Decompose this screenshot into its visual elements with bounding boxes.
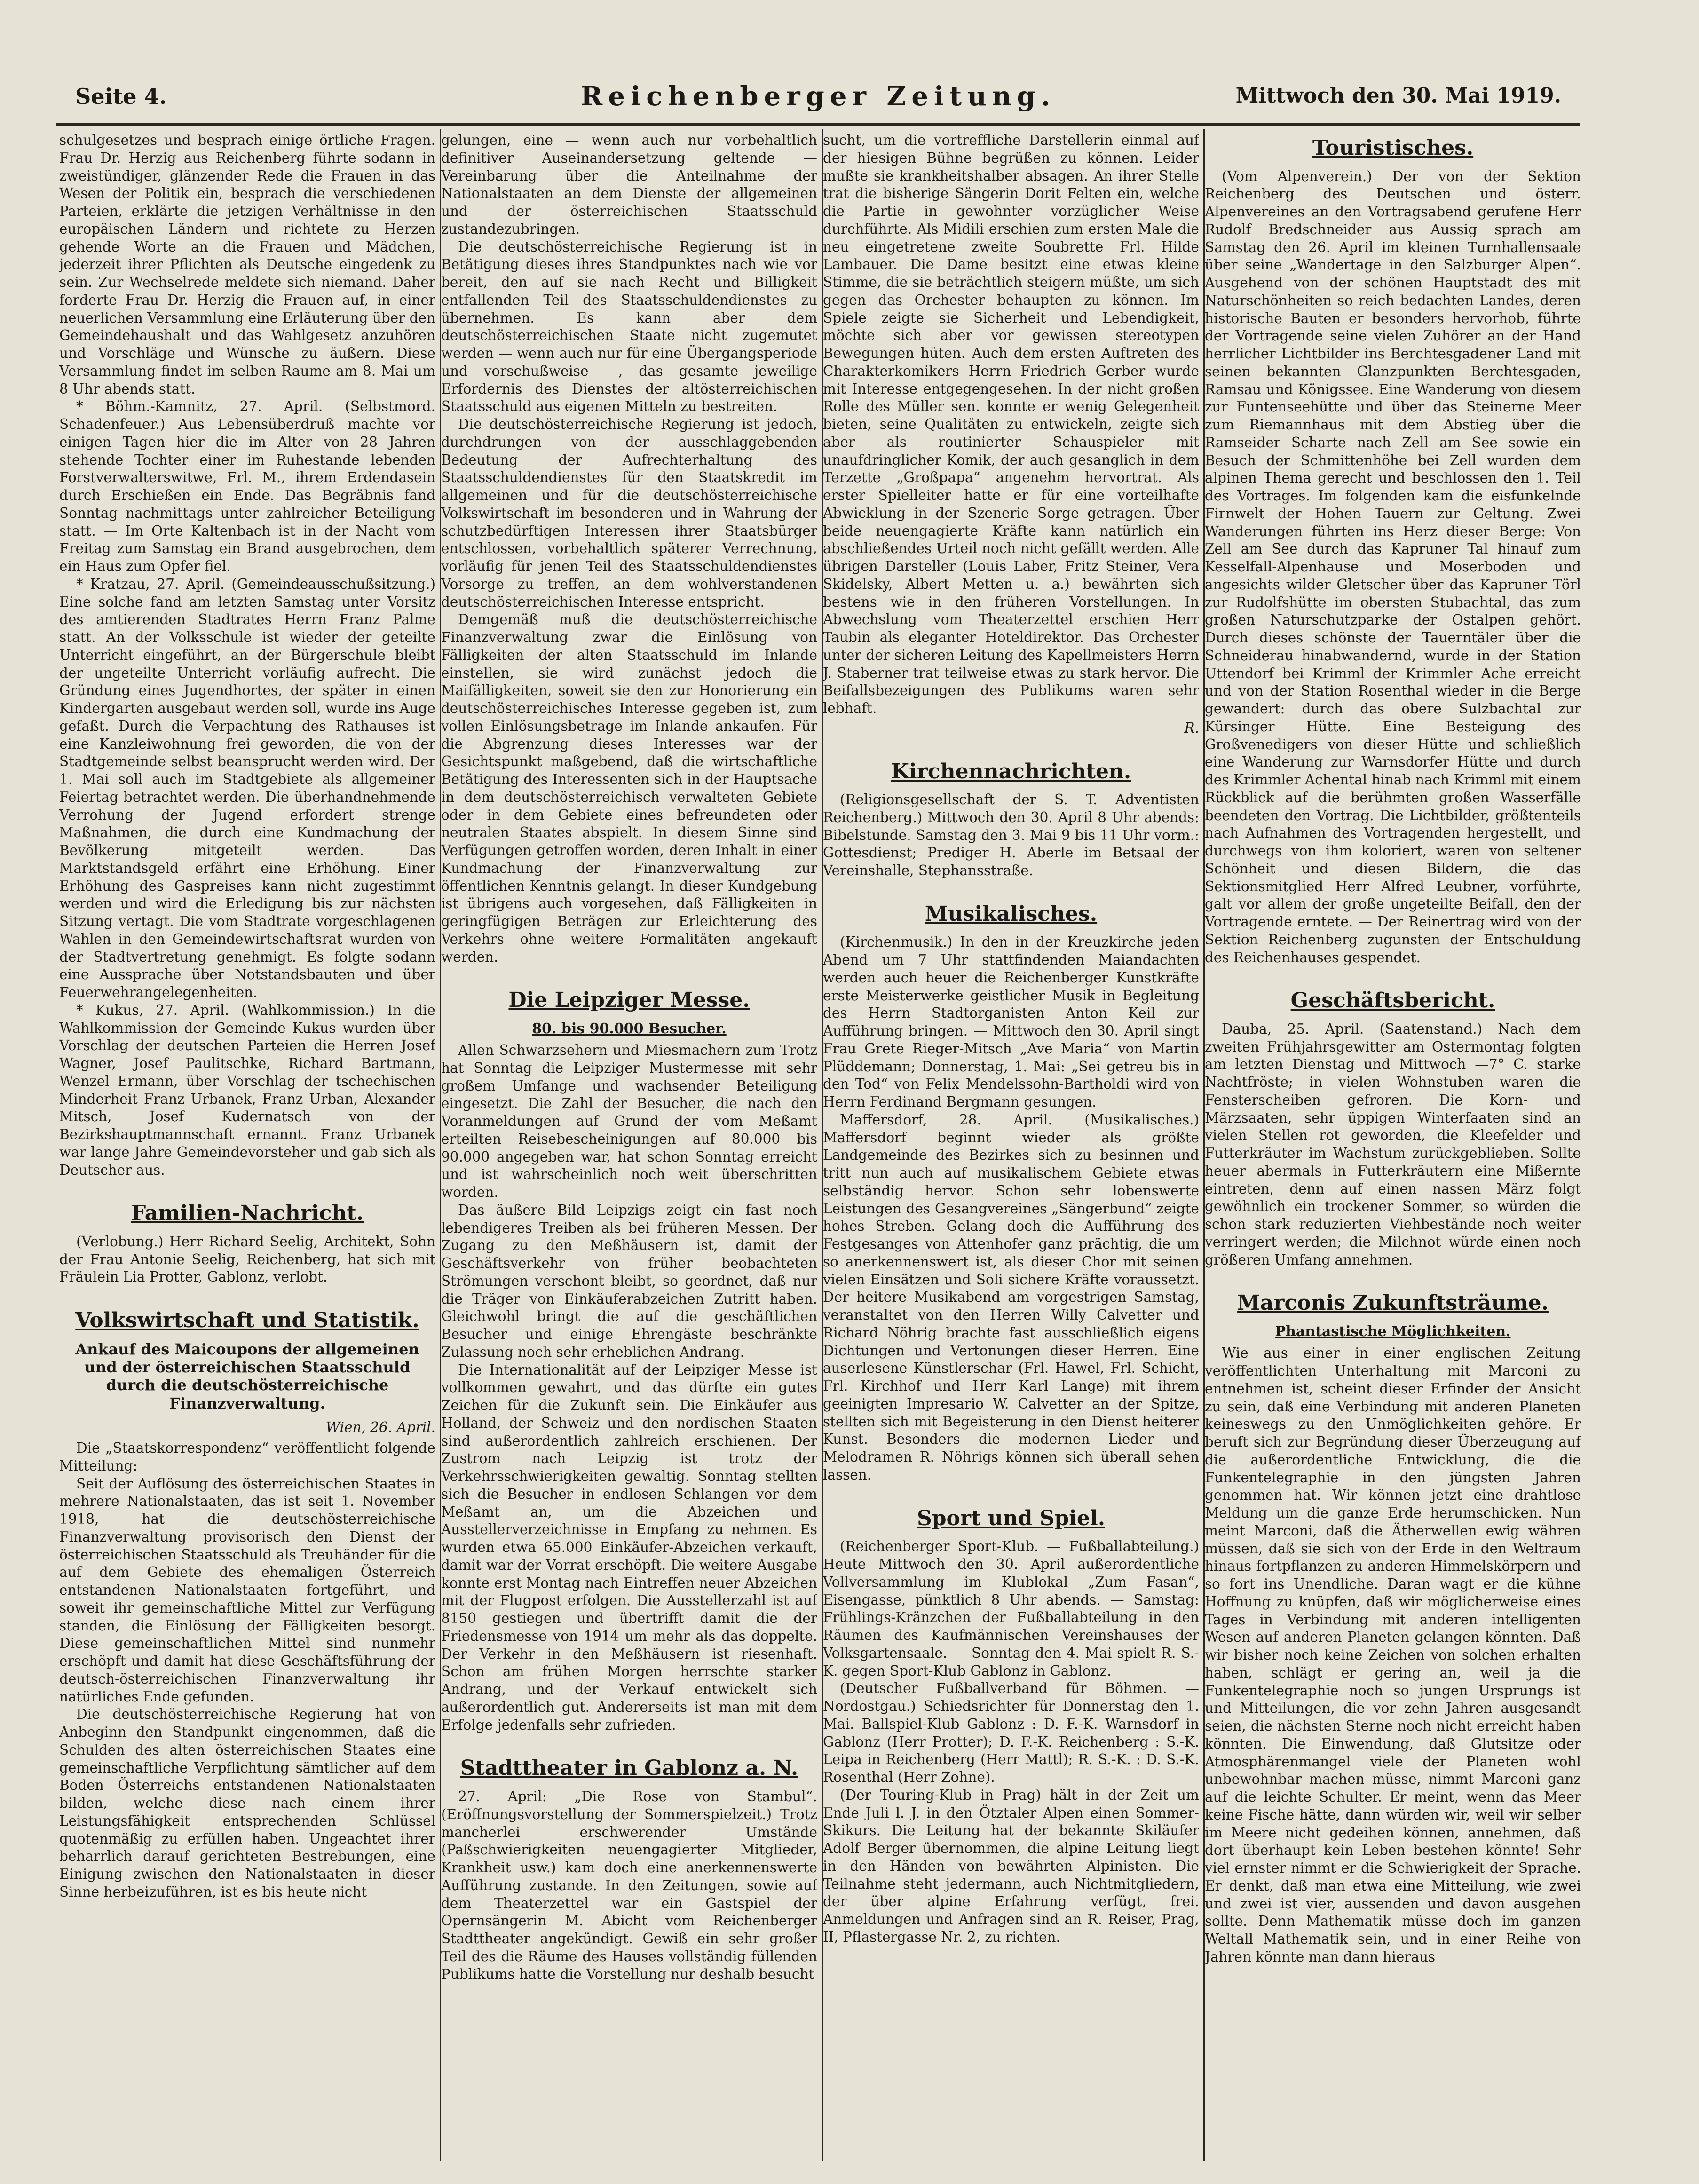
article-paragraph: Maffersdorf, 28. April. (Musikalisches.) Maffersdorf beginnt wieder als größte Landgemeinde des Bezirkes sich zu besinnen und tritt nun auch auf musikalischem Gebiete etwas selbständig hervor. Schon sehr lobenswerte Leistungen des Gesangvereines „Sängerbund“ zeigte hohes Streben. Gelang doch die Aufführung des Festgesanges von Attenhofer ganz prächtig, die um so anerkennenswert ist, als dieser Chor mit seinen vielen Einsätzen und Soli sichere Kräfte voraussetzt. Der heitere Musikabend am vorgestrigen Samstag, veranstaltet von den Herren Willy Calvetter und Richard Nöhrig brachte fast ausschließlich eigens Dichtungen und Vertonungen dieser Herren. Eine auserlesene Künstlerschar (Frl. Hawel, Frl. Schicht, Frl. Kirchhof und Herr Karl Lange) mit ihrem geeinigten Impresario W. Calvetter an der Spitze, stellten sich mit Begeisterung in den Dienst heiterer Kunst. Besonders die modernen Lieder und Melodramen R. Nöhrigs können sich überall sehen lassen. <box>823 1111 1199 1483</box>
column-2 <box>441 132 817 2163</box>
article-paragraph: 27. April: „Die Rose von Stambul“. (Eröffnungsvorstellung der Sommerspielzeit.) Trotz mancherlei erschwerender Umstände (Paßschwierigkeiten neuengagierter Mitglieder, Krankheit usw.) kam doch eine anerkennenswerte Aufführung zustande. In den Zeitungen, sowie auf dem Theaterzettel war ein Gastspiel der Opernsängerin M. Abicht vom Reichenberger Stadttheater angekündigt. Gewiß ein sehr großer Teil des die Räume des Hauses vollständig füllenden Publikums hatte die Vorstellung nur deshalb besucht <box>441 1788 817 1982</box>
article-paragraph: * Kratzau, 27. April. (Gemeindeausschußsitzung.) Eine solche fand am letzten Samstag unter Vorsitz des amtierenden Stadtrates Herrn Franz Palme statt. An der Volksschule ist wieder der geteilte Unterricht eingeführt, an der Bürgerschule bleibt der ungeteilte Unterricht vorläufig aufrecht. Die Gründung eines Jugendhortes, der später in einen Kindergarten ausgebaut werden soll, wurde ins Auge gefaßt. Durch die Verpachtung des Rathauses ist eine Kanzleiwohnung frei geworden, die von der Stadtgemeinde selbst beansprucht werden wird. Der 1. Mai soll auch im Stadtgebiete als allgemeiner Feiertag betrachtet werden. Die überhandnehmende Verrohung der Jugend erfordert strenge Maßnahmen, die durch eine Kundmachung der Bevölkerung mitgeteilt werden. Das Marktstandsgeld erfährt eine Erhöhung. Einer Erhöhung des Gaspreises kann nicht zugestimmt werden und wird die Erledigung bis zur nächsten Sitzung vertagt. Die vom Stadtrate vorgeschlagenen Wahlen in den Gemeindewirtschaftsrat wurden von der Stadtvertretung genehmigt. Es folgte sodann eine Aussprache über Notstandsbauten und über Feuerwehrangelegenheiten. <box>59 576 435 1000</box>
section-heading-sport: Sport und Spiel. <box>917 1506 1106 1530</box>
article-paragraph: Die deutschösterreichische Regierung ist in Betätigung dieses ihres Standpunktes nach wie vor bereit, den auf sie nach Recht und Billigkeit entfallenden Teil des Staatsschuldendienstes zu übernehmen. Es kann aber dem deutschösterreichischen Staate nicht zugemutet werden — wenn auch nur für eine Übergangsperiode und vorschußweise —, das gesamte jeweilige Erfordernis des Dienstes der altösterreichischen Staatsschuld aus eigenen Mitteln zu bestreiten. <box>441 238 817 415</box>
article-paragraph: (Der Touring-Klub in Prag) hält in der Zeit um Ende Juli l. J. in den Ötztaler Alpen einen Sommer-Skikurs. Die Leitung hat der bekannte Skiläufer Adolf Berger übernommen, die alpine Leitung liegt in den Händen von bewährten Alpinisten. Die Teilnahme steht jedermann, auch Nichtmitgliedern, der über alpine Erfahrung verfügt, frei. Anmeldungen und Anfragen sind an R. Reiser, Prag, II, Pflastergasse Nr. 2, zu richten. <box>823 1787 1199 1945</box>
section-heading-marconi: Marconis Zukunftsträume. <box>1237 1291 1549 1315</box>
column-3 <box>823 132 1199 2163</box>
article-paragraph: Die „Staatskorrespondenz“ veröffentlicht folgende Mitteilung: <box>59 1440 435 1474</box>
page-number: Seite 4. <box>75 84 167 109</box>
section-heading-leipzig-fair: Die Leipziger Messe. <box>508 988 750 1013</box>
article-paragraph: (Reichenberger Sport-Klub. — Fußballabteilung.) Heute Mittwoch den 30. April außerordentliche Vollversammlung im Klublokal „Zum Fasan“, Eisengasse, pünktlich 8 Uhr abends. — Samstag: Frühlings-Kränzchen der Fußballabteilung in den Räumen des Kaufmännischen Vereinshauses der Volksgartensaale. — Sonntag den 4. Mai spielt R. S.-K. gegen Sport-Klub Gablonz in Gablonz. <box>823 1538 1199 1679</box>
column-4 <box>1205 132 1581 2163</box>
article-paragraph: Das äußere Bild Leipzigs zeigt ein fast noch lebendigeres Treiben als bei früheren Messen. Der Zugang zu den Meßhäusern ist, damit der Geschäftsverkehr von früher beobachteten Strömungen verschont bleibt, so geordnet, daß nur die Träger von Einkäuferabzeichen Zutritt haben. Gleichwohl bringt die auf die geschäftlichen Besucher und einige Ehrengäste beschränkte Zulassung noch sehr erheblichen Andrang. <box>441 1202 817 1360</box>
article-paragraph: Demgemäß muß die deutschösterreichische Finanzverwaltung zwar die Einlösung von Fälligkeiten der alten Staatsschuld im Inlande einstellen, sie wird zunächst jedoch die Maifälligkeiten, soweit sie den zur Honorierung ein deutschösterreichisches Interesse gegeben ist, zum vollen Einlösungsbetrage im Inlande ankaufen. Für die Abgrenzung dieses Interesses war der Gesichtspunkt maßgebend, daß die wirtschaftliche Betätigung des Interessenten sich in der Hauptsache in dem deutschösterreichisch verwalteten Gebiete oder in dem Gebiete eines befreundeten oder neutralen Staates abspielt. In diesem Sinne sind Verfügungen getroffen worden, deren Inhalt in einer Kundmachung der Finanzverwaltung zur öffentlichen Kenntnis gelangt. In dieser Kundgebung ist übrigens auch vorgesehen, daß Fälligkeiten in geringfügigen Beträgen zur Erleichterung des Verkehrs ohne weitere Formalitäten angekauft werden. <box>441 611 817 965</box>
article-headline: Ankauf des Maicoupons der allgemeinen und der österreichischen Staatsschuld durch die deutschösterreichische Finanzverwaltung. <box>75 1340 419 1412</box>
section-heading-tourism: Touristisches. <box>1312 136 1474 160</box>
masthead-title: Reichenberger Zeitung. <box>580 81 1056 112</box>
section-heading-church: Kirchennachrichten. <box>891 759 1131 783</box>
section-heading-business: Geschäftsbericht. <box>1290 989 1495 1013</box>
article-paragraph: * Kukus, 27. April. (Wahlkommission.) In die Wahlkommission der Gemeinde Kukus wurden über Vorschlag der deutschen Parteien die Herren Josef Wagner, Josef Paulitschke, Richard Bartmann, Wenzel Ermann, über Vorschlag der tschechischen Minderheit Franz Urbanek, Franz Urban, Alexander Mitsch, Josef Kudernatsch von der Bezirkshauptmannschaft ernannt. Franz Urbanek war lange Jahre Gemeindevorsteher und gab sich als Deutscher aus. <box>59 1002 435 1178</box>
dateline: Wien, 26. April. <box>325 1419 435 1436</box>
section-heading-music: Musikalisches. <box>925 902 1098 926</box>
column-1 <box>59 132 435 2163</box>
article-paragraph: Die deutschösterreichische Regierung hat von Anbeginn den Standpunkt eingenommen, daß die Schulden des alten österreichischen Staates eine gemeinschaftliche Verpflichtung sämtlicher auf dem Boden Österreichs entstandenen Nationalstaaten bilden, welche diese nach einem ihrer Leistungsfähigkeit entsprechenden Schlüssel quotenmäßig zu erfüllen haben. Ungeachtet ihrer beharrlich darauf gerichteten Bestrebungen, eine Einigung zwischen den Nationalstaaten in dieser Sinne herbeizuführen, ist es bis heute nicht <box>59 1706 435 1900</box>
article-subheading: 80. bis 90.000 Besucher. <box>532 1020 727 1037</box>
article-paragraph: Dauba, 25. April. (Saatenstand.) Nach dem zweiten Frühjahrsgewitter am Ostermontag folgten am letzten Dienstag und Mittwoch —7° C. starke Nachtfröste; in vielen Wohnstuben waren die Fensterscheiben gefroren. Die Korn- und Märzsaaten, sehr üppigen Winterfaaten sind an vielen Stellen rot geworden, die Kleefelder und Futterkräuter im Wachstum zurückgeblieben. Sollte heuer abermals in Futterkräutern eine Mißernte eintreten, denn auf einen nassen März folgt gewöhnlich ein trockener Sommer, so würden die schon stark reduzierten Viehbestände noch weiter verringert werden; die Milchnot würde einen noch größeren Umfang annehmen. <box>1205 1021 1581 1268</box>
article-paragraph: (Religionsgesellschaft der S. T. Adventisten Reichenberg.) Mittwoch den 30. April 8 Uhr abends: Bibelstunde. Samstag den 3. Mai 9 bis 11 Uhr vorm.: Gottesdienst; Prediger H. Aberle im Betsaal der Vereinshalle, Stephansstraße. <box>823 791 1199 879</box>
article-paragraph: Wie aus einer in einer englischen Zeitung veröffentlichten Unterhaltung mit Marconi zu entnehmen ist, scheint dieser Erfinder der Ansicht zu sein, daß eine Verbindung mit anderen Planeten keineswegs zu den Unmöglichkeiten gehöre. Er beruft sich zur Begründung dieser Überzeugung auf die außerordentliche Entwicklung, die die Funkentelegraphie in den jüngsten Jahren genommen hat. Wir können jetzt eine drahtlose Meldung um die ganze Erde herumschicken. Nun meint Marconi, daß die Ätherwellen ewig währen müssen, daß sie sich von der Erde in den Weltraum hinaus fortpflanzen zu anderen Himmelskörpern und so fort ins Unendliche. Daran wagt er die kühne Hoffnung zu knüpfen, daß wir möglicherweise eines Tages in Verbindung mit anderen intelligenten Wesen auf anderen Planeten gelangen könnten. Daß wir bisher noch keine Zeichen von solchen erhalten haben, schlägt er gering an, weil ja die Funkentelegraphie noch so jungen Ursprungs ist und Mitteilungen, die vor zehn Jahren ausgesandt seien, die nächsten Sterne noch nicht erreicht haben könnten. Die Einwendung, daß Glutsitze oder Atmosphärenmangel viele der Planeten wohl unbewohnbar machen müsse, nimmt Marconi ganz auf die leichte Schulter. Er meint, wenn das Meer keine Fische hätte, dann würden wir, weil wir selber im Meere nicht gedeihen können, annehmen, daß dort überhaupt kein Leben bestehen könnte! Sehr viel ernster nimmt er die Schwierigkeit der Sprache. Er denkt, daß man etwa eine Mitteilung, wie zwei und zwei ist vier, aussenden und davon ausgehen sollte. Denn Mathematik müsse doch im ganzen Weltall Mathematik sein, und in einer Reihe von Jahren könnte man dann hieraus <box>1205 1345 1581 1965</box>
article-paragraph: sucht, um die vortreffliche Darstellerin einmal auf der hiesigen Bühne begrüßen zu können. Leider mußte sie krankheitshalber absagen. An ihrer Stelle trat die bisherige Sängerin Dorit Felten ein, welche die Partie in gewohnter vorzüglicher Weise durchführte. Als Midili erschien zum ersten Male die neu eingetretene zweite Soubrette Frl. Hilde Lambauer. Die Dame besitzt eine etwas kleine Stimme, die sie beträchtlich steigern müßte, um sich gegen das Orchester behaupten zu können. Im Spiele zeigte sie Sicherheit und Lebendigkeit, möchte sich aber vor gewissen stereotypen Bewegungen hüten. Auch dem ersten Auftreten des Charakterkomikers Herrn Friedrich Gerber wurde mit Interesse entgegengesehen. In der nicht großen Rolle des Müller sen. konnte er wenig Gelegenheit bieten, seine Qualitäten zu entwickeln, zeigte sich aber als routinierter Schauspieler mit unaufdringlicher Komik, der auch gesanglich in dem Terzette „Großpapa“ angenehm hervortrat. Als erster Spielleiter hatte er für eine vorteilhafte Abwicklung in der Szenerie Sorge getragen. Über beide neuengagierte Kräfte kann natürlich ein abschließendes Urteil noch nicht gefällt werden. Alle übrigen Darsteller (Louis Laber, Fritz Steiner, Vera Skidelsky, Albert Metten u. a.) bewährten sich bestens wie in den früheren Vorstellungen. In Abwechslung vom Theaterzettel erschien Herr Taubin als eleganter Hoteldirektor. Das Orchester unter der sicheren Leitung des Kapellmeisters Herrn J. Staberner trat teilweise etwas zu stark hervor. Die Beifallsbezeigungen des Publikums waren sehr lebhaft. <box>823 132 1199 716</box>
article-paragraph: schulgesetzes und besprach einige örtliche Fragen. Frau Dr. Herzig aus Reichenberg führte sodann in zweistündiger, glänzender Rede die Frauen in das Wesen der Politik ein, besprach die verschiedenen Parteien, erklärte die jetzigen Verhältnisse in den europäischen Ländern und richtete zu Herzen gehende Worte an die Frauen und Mädchen, jederzeit ihrer Pflichten als Deutsche eingedenk zu sein. Zur Wechselrede meldete sich niemand. Daher forderte Frau Dr. Herzig die Frauen auf, in einer neuerlichen Versammlung eine Erläuterung über den Gemeindehaushalt und das Wahlgesetz anzuhören und Vorschläge und Wünsche zu äußern. Diese Versammlung findet im selben Raume am 8. Mai um 8 Uhr abends statt. <box>59 132 435 397</box>
section-heading-family: Familien-Nachricht. <box>131 1201 364 1226</box>
article-paragraph: * Böhm.-Kamnitz, 27. April. (Selbstmord. Schadenfeuer.) Aus Lebensüberdruß machte vor einigen Tagen hier die im Alter von 28 Jahren stehende Tochter einer im Ruhestande lebenden Forstverwalterswitwe, Frl. M., ihrem Erdendasein durch Erschießen ein Ende. Das Begräbnis fand Sonntag nachmittags unter zahlreicher Beteiligung statt. — Im Orte Kaltenbach ist in der Nacht vom Freitag zum Samstag ein Brand ausgebrochen, dem ein Haus zum Opfer fiel. <box>59 398 435 574</box>
section-heading-theater: Stadttheater in Gablonz a. N. <box>460 1756 798 1780</box>
article-paragraph: Die Internationalität auf der Leipziger Messe ist vollkommen gewahrt, und das dürfte ein gutes Zeichen für die Zukunft sein. Die Einkäufer aus Holland, der Schweiz und den nordischen Staaten sind außerordentlich zahlreich erschienen. Der Zustrom nach Leipzig ist trotz der Verkehrsschwierigkeiten gewaltig. Sonntag stellten sich die Besucher in endlosen Schlangen vor dem Meßamt an, um die Abzeichen und Ausstellerverzeichnisse in Empfang zu nehmen. Es wurden etwa 65.000 Einkäufer-Abzeichen verkauft, damit war der Vorrat erschöpft. Die weitere Ausgabe konnte erst Montag nach Eintreffen neuer Abzeichen mit der Flugpost erfolgen. Die Ausstellerzahl ist auf 8150 gestiegen und übertrifft damit die der Friedensmesse von 1914 um mehr als das doppelte. Der Verkehr in den Meßhäusern ist riesenhaft. Schon am frühen Morgen herrschte starker Andrang, und der Verkauf entwickelt sich außerordentlich gut. Andererseits ist man mit dem Erfolge jedenfalls sehr zufrieden. <box>441 1361 817 1733</box>
article-paragraph: (Verlobung.) Herr Richard Seelig, Architekt, Sohn der Frau Antonie Seelig, Reichenberg, hat sich mit Fräulein Lia Protter, Gablonz, verlobt. <box>59 1233 435 1285</box>
article-paragraph: (Vom Alpenverein.) Der von der Sektion Reichenberg des Deutschen und österr. Alpenvereines an den Vortragsabend gerufene Herr Rudolf Bredschneider aus Aussig sprach am Samstag den 26. April im kleinen Turnhallensaale über seine „Wandertage in den Salzburger Alpen“. Ausgehend von der schönen Hauptstadt des mit Naturschönheiten so reich bedachten Landes, deren historische Bauten er besonders hervorhob, führte der Vortragende seine vielen Zuhörer an der Hand herrlicher Lichtbilder ins Berchtesgadener Land mit seinen bekannten Glanzpunkten Berchtesgaden, Ramsau und Königssee. Eine Wanderung von diesem zur Funtenseehütte und über das Steinerne Meer zum Riemannhaus mit dem Abstieg über die Ramseider Scharte nach Zell am See sowie ein Besuch der Schmittenhöhe bei Zell wurden dem alpinen Thema gerecht und beschlossen den 1. Teil des Vortrages. Im folgenden kam die eisfunkelnde Firnwelt der Hohen Tauern zur Geltung. Zwei Wanderungen führten ins Herz dieser Berge: Von Zell am See durch das Kapruner Tal hinauf zum Kesselfall-Alpenhause und Moserboden und angesichts wilder Gletscher über das Kapruner Törl zur Rudolfshütte im obersten Stubachtal, das zum großen Naturschutzparke der Ostalpen gehört. Durch dieses schönste der Tauerntäler über die Schneiderau hinabwandernd, wurde in der Station Uttendorf bei Krimml der Krimmler Ache erreicht und von der Station Rosenthal wieder in die Berge gewandert: durch das obere Sulzbachtal zur Kürsinger Hütte. Eine Besteigung des Großvenedigers von dieser Hütte und schließlich eine Wanderung zur Warnsdorfer Hütte und durch des Krimmler Achental hinab nach Krimml mit einem Rückblick auf die berühmten großen Wasserfälle beendeten den Vortrag. Die Lichtbilder, größtenteils nach Aufnahmen des Vortragenden hergestellt, und durchwegs von ihm koloriert, waren von seltener Schönheit und diesen Bildern, die das Sektionsmitglied Herr Alfred Leubner, vorführte, galt vor allem der große ungeteilte Beifall, den der Vortragende erntete. — Der Reinertrag wird von der Sektion Reichenberg zugunsten der Entschuldung des Reichenhauses gespendet. <box>1205 168 1581 965</box>
article-subheading: Phantastische Möglichkeiten. <box>1275 1323 1511 1340</box>
article-paragraph: Allen Schwarzsehern und Miesmachern zum Trotz hat Sonntag die Leipziger Mustermesse mit sehr großem Umfange und wachsender Beteiligung eingesetzt. Die Zahl der Besucher, die nach den Voranmeldungen auf Grund der vom Meßamt erteilten Reisebescheinigungen auf 80.000 bis 90.000 angegeben war, hat schon Sonntag erreicht und ist wahrscheinlich noch weit überschritten worden. <box>441 1042 817 1201</box>
issue-date: Mittwoch den 30. Mai 1919. <box>1235 84 1561 108</box>
article-paragraph: Seit der Auflösung des österreichischen Staates in mehrere Nationalstaaten, das ist seit 1. November 1918, hat die deutschösterreichische Finanzverwaltung provisorisch den Dienst der österreichischen Staatsschuld als Treuhänder für die auf dem Gebiete des ehemaligen Österreich entstandenen Nationalstaaten fortgeführt, und soweit ihr gemeinschaftliche Mittel zur Verfügung standen, die Einlösung der Fälligkeiten besorgt. Diese gemeinschaftlichen Mittel sind nunmehr erschöpft und damit hat diese Geschäftsführung der deutsch-österreichischen Finanzverwaltung ihr natürliches Ende gefunden. <box>59 1475 435 1705</box>
header-rule <box>56 123 1580 126</box>
author-signature: R. <box>1184 720 1199 736</box>
article-paragraph: (Deutscher Fußballverband für Böhmen. — Nordostgau.) Schiedsrichter für Donnerstag den 1. Mai. Ballspiel-Klub Gablonz : D. F.-K. Warnsdorf in Gablonz (Herr Protter); D. F.-K. Reichenberg : S.-K. Leipa in Reichenberg (Herr Mattl); R. S.-K. : D. S.-K. Rosenthal (Herr Zohne). <box>823 1680 1199 1786</box>
section-heading-economy: Volkswirtschaft und Statistik. <box>75 1308 419 1333</box>
article-paragraph: Die deutschösterreichische Regierung ist jedoch, durchdrungen von der ausschlaggebenden Bedeutung der Aufrechterhaltung des Staatsschuldendienstes für den Staatskredit im allgemeinen und für die deutschösterreichische Volkswirtschaft im besonderen und in Wahrung der schutzbedürftigen Interessen ihrer Staatsbürger entschlossen, vorbehaltlich späterer Verrechnung, vorläufig für jenen Teil des Staatsschuldendienstes Vorsorge zu treffen, an dem wohlverstandenen deutschösterreichischen Interesse entspricht. <box>441 416 817 610</box>
article-paragraph: (Kirchenmusik.) In den in der Kreuzkirche jeden Abend um 7 Uhr stattfindenden Maiandachten werden auch heuer die Reichenberger Kunstkräfte erste Meisterwerke geistlicher Musik in Begleitung des Herrn Stadtorganisten Anton Keil zur Aufführung bringen. — Mittwoch den 30. April singt Frau Grete Rieger-Mitsch „Ave Maria“ von Martin Plüddemann; Donnerstag, 1. Mai: „Sei getreu bis in den Tod“ von Felix Mendelssohn-Bartholdi wird von Herrn Ferdinand Bergmann gesungen. <box>823 934 1199 1110</box>
article-paragraph: gelungen, eine — wenn auch nur vorbehaltlich definitiver Auseinandersetzung geltende — Vereinbarung über die Anteilnahme der Nationalstaaten an dem Dienste der allgemeinen und der österreichischen Staatsschuld zustandezubringen. <box>441 132 817 237</box>
